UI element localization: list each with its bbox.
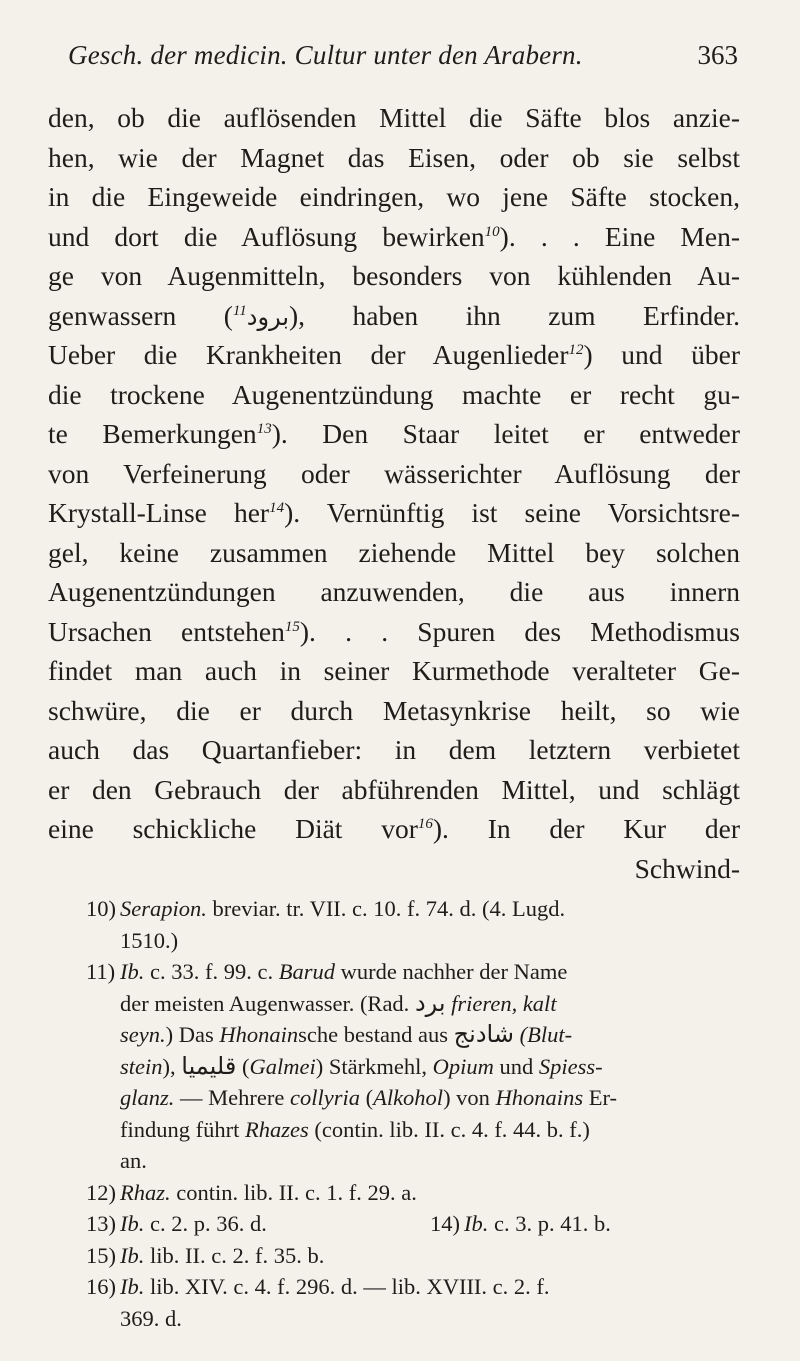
footnote-10: 10) Serapion. breviar. tr. VII. c. 10. f. 74. d. (4. Lugd. 1510.)	[86, 896, 566, 953]
footnote-row	[86, 1208, 766, 1240]
footnote-ref: 16	[417, 815, 433, 832]
footnote-12: 12) Rhaz. contin. lib. II. c. 1. f. 29. a.	[86, 1179, 417, 1205]
footnotes	[86, 893, 766, 1334]
page-number: 363	[697, 40, 738, 70]
running-head: Gesch. der medicin. Cultur unter den Arabern.	[68, 40, 583, 70]
text-line: findet man auch in seiner Kurmethode veralteter Ge-	[48, 655, 740, 686]
text-line: er den Gebrauch der abführenden Mittel, und schlägt	[48, 773, 740, 805]
arabic-word: قليميا	[181, 1051, 237, 1080]
footnote-ref: 13	[256, 420, 272, 437]
footnote-15: 15) Ib. lib. II. c. 2. f. 35. b.	[86, 1242, 325, 1268]
arabic-word: برود	[246, 302, 289, 331]
main-text	[48, 98, 740, 888]
page-header	[58, 40, 738, 76]
text-line: eine schickliche Diät vor$^{16}$). In der Kur der	[48, 813, 740, 844]
footnote-11: 11) Ib. c. 33. f. 99. c. Barud wurde nachher der Name der meisten Augenwasser. (Rad. برد frieren, kalt seyn.) Das Hhonainsche bestand aus شادنج (Blut- stein), قليميا (Galmei) Stärkmehl, Opium und Spiess- glanz. — Mehrere collyria (Alkohol) von Hhonains Er- findung führt Rhazes (contin. lib. II. c. 4. f. 44. b. f.) an.	[86, 959, 617, 1173]
arabic-word: برد	[414, 988, 446, 1017]
text-line: Augenentzündungen anzuwenden, die aus innern	[48, 576, 740, 607]
text-line: genwassern ( برود$^{11}$ ), haben ihn zum Erfinder.	[48, 299, 740, 331]
text-line: die trockene Augenentzündung machte er recht gu-	[48, 378, 740, 410]
footnote-16: 16) Ib. lib. XIV. c. 4. f. 296. d. — lib. XVIII. c. 2. f. 369. d.	[86, 1274, 550, 1331]
text-line: Ueber die Krankheiten der Augenlieder$^{12}$) und über	[48, 339, 740, 370]
text-line: gel, keine zusammen ziehende Mittel bey solchen	[48, 536, 740, 568]
footnote-14: 14) Ib. c. 3. p. 41. b.	[430, 1211, 611, 1236]
text-line: auch das Quartanfieber: in dem letztern verbietet	[48, 734, 740, 765]
text-line: te Bemerkungen$^{13}$). Den Staar leitet er entweder	[48, 418, 741, 449]
text-line: in die Eingeweide eindringen, wo jene Säfte stocken,	[48, 181, 740, 212]
text-line: Krystall-Linse her$^{14}$). Vernünftig ist seine Vorsichtsre-	[48, 497, 741, 528]
arabic-word: شادنج	[453, 1020, 514, 1048]
footnote-ref: 10	[484, 223, 500, 240]
footnote-ref: 12	[568, 341, 584, 358]
catchword: Schwind-	[634, 852, 740, 884]
footnote-13: 13) Ib. c. 2. p. 36. d.	[86, 1211, 267, 1236]
footnote-ref: 11	[232, 302, 247, 319]
footnote-ref: 14	[269, 499, 285, 516]
text-line: von Verfeinerung oder wässerichter Auflösung der	[48, 457, 740, 489]
footnote-ref: 15	[284, 618, 300, 635]
text-line: schwüre, die er durch Metasynkrise heilt, so wie	[48, 694, 740, 726]
text-line: ge von Augenmitteln, besonders von kühlenden Au-	[48, 260, 740, 291]
text-line: und dort die Auflösung bewirken$^{10}$). . . Eine Men-	[48, 220, 740, 252]
text-line: Ursachen entstehen$^{15}$). . . Spuren des Methodismus	[48, 615, 740, 647]
text-line: den, ob die auflösenden Mittel die Säfte blos anzie-	[48, 102, 740, 133]
text-line: hen, wie der Magnet das Eisen, oder ob sie selbst	[48, 141, 740, 173]
